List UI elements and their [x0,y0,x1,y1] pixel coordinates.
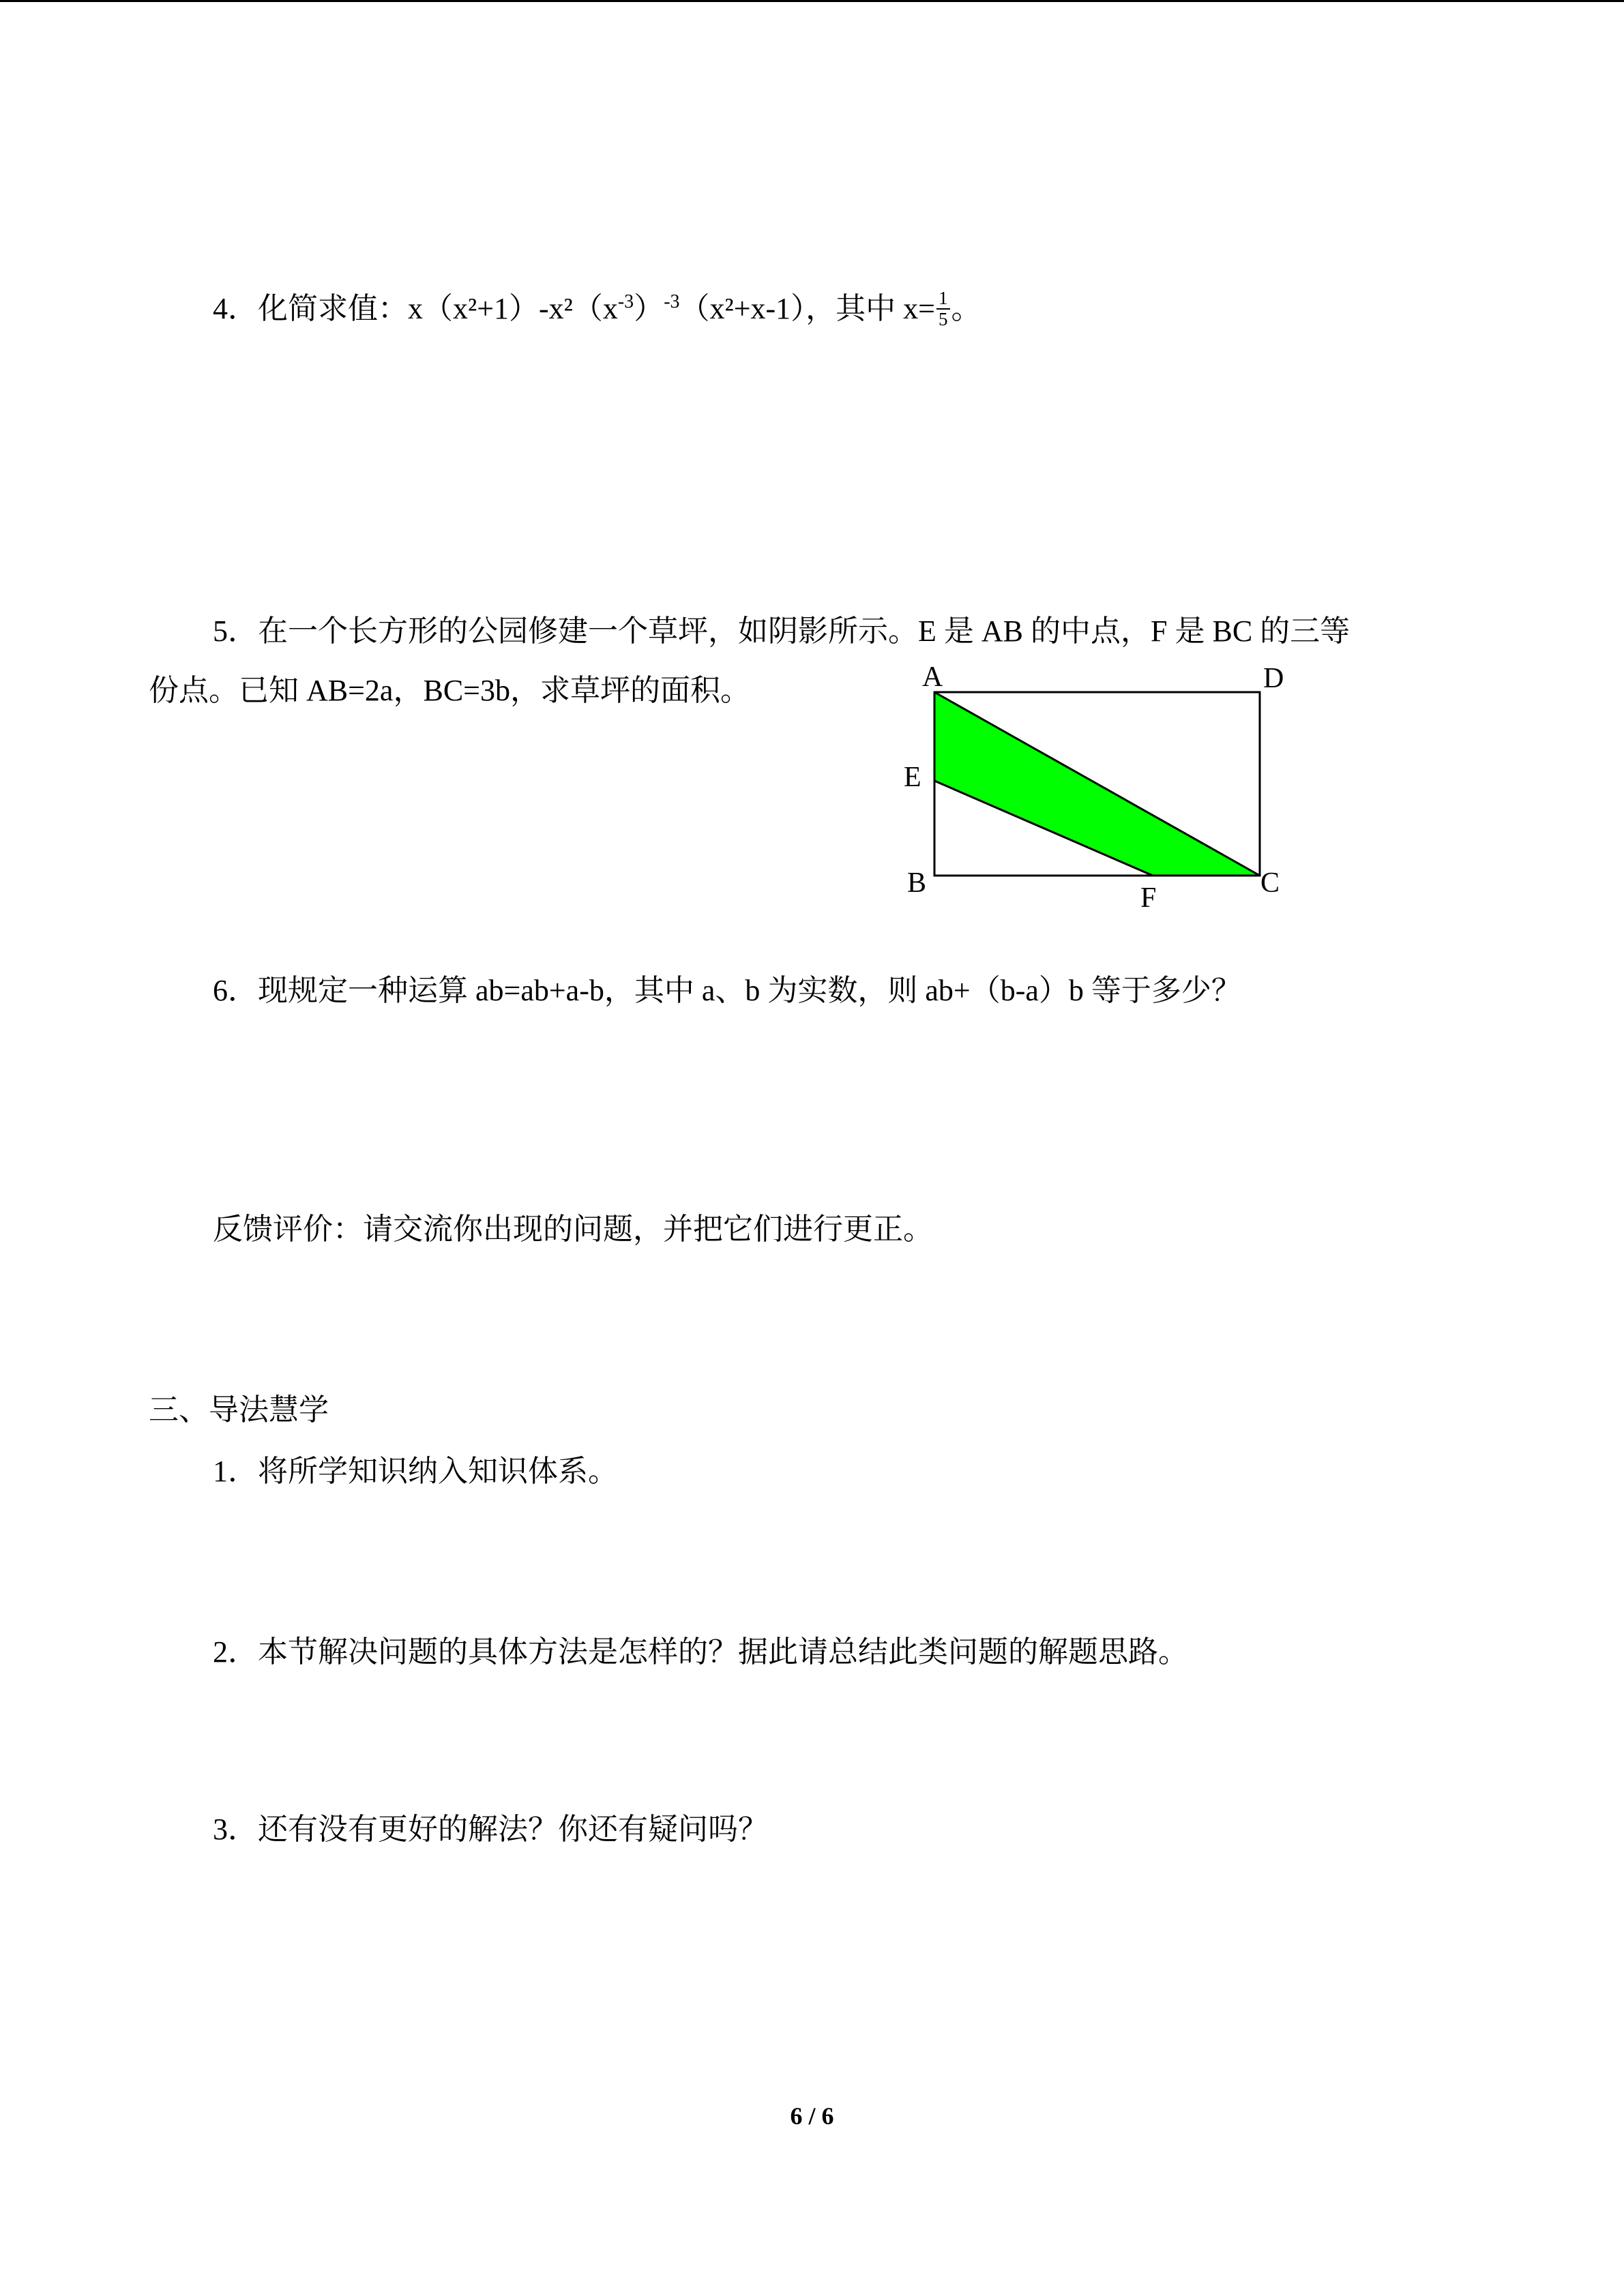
q4-fraction-numerator: 1 [936,288,950,310]
page-number: 6 / 6 [790,2102,834,2130]
lawn-diagram [894,660,1303,919]
lawn-figure [894,660,1303,919]
q4-text-before: 化简求值：x（x²+1）-x²（x [258,292,618,325]
q4-text-mid: ） [634,292,664,325]
label-B: B [907,867,927,899]
q4-fraction [936,288,950,329]
q4-exponent-2: -3 [664,291,680,312]
section-3-item-1: 1．将所学知识纳入知识体系。 [213,1455,618,1488]
section-3-item-2: 2．本节解决问题的具体方法是怎样的？据此请总结此类问题的解题思路。 [213,1635,1188,1669]
section-3-title: 三、导法慧学 [149,1393,329,1427]
question-5-line-2: 份点。已知 AB=2a，BC=3b，求草坪的面积。 [149,674,750,707]
label-C: C [1260,867,1280,899]
q4-number: 4． [213,292,258,325]
label-D: D [1263,663,1284,694]
label-A: A [922,661,943,693]
question-4 [213,287,981,332]
q4-text-end: 。 [951,292,981,325]
top-border-line [0,0,1624,2]
q4-fraction-denominator: 5 [939,308,948,329]
feedback-evaluation: 反馈评价：请交流你出现的问题，并把它们进行更正。 [213,1212,933,1246]
q4-text-after: （x²+x-1），其中 x= [679,292,935,325]
q4-exponent-1: -3 [617,291,634,312]
question-5-line-1: 5．在一个长方形的公园修建一个草坪，如阴影所示。E 是 AB 的中点，F 是 BC 的三等 [213,614,1350,648]
label-E: E [904,762,921,793]
section-3-item-3: 3．还有没有更好的解法？你还有疑问吗？ [213,1813,768,1846]
question-6: 6．现规定一种运算 ab=ab+a-b，其中 a、b 为实数，则 ab+（b-a）b 等于多少？ [213,974,1241,1007]
label-F: F [1140,882,1157,914]
